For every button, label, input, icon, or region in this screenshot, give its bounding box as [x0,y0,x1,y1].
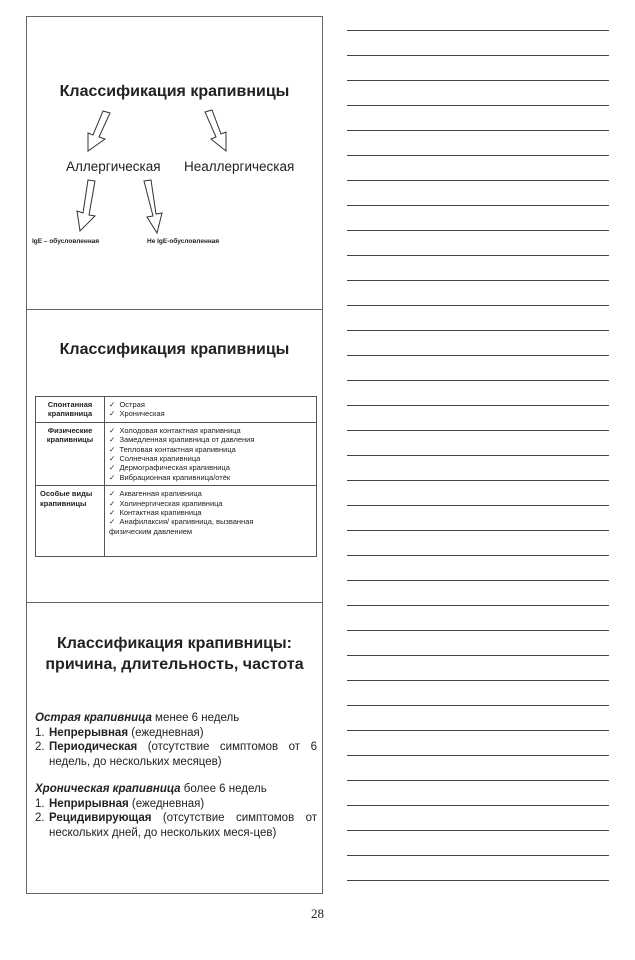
notes-lines [347,30,609,905]
arrow-down-left-icon [71,177,103,235]
list-item [35,797,317,812]
list-item-continuation: физическим давлением [109,526,193,536]
note-line [347,255,609,256]
slide-classification-tree [27,17,322,310]
acute-list [35,726,317,770]
note-line [347,805,609,806]
category-cell: Особые виды крапивницы [36,486,105,557]
item-term: Периодическая [49,741,138,753]
item-detail: (отсутствие симптомов от нескольких дней, до нескольких меся-цев) [49,812,317,839]
items-cell [105,397,317,423]
list-item: ✓ Хроническая [109,409,312,418]
note-line [347,30,609,31]
slide-classification-table [27,310,322,603]
item-text [49,740,317,769]
slide-duration-classification [27,603,322,893]
chronic-duration: более 6 недель [180,783,267,795]
items-cell [105,486,317,557]
note-line [347,780,609,781]
note-line [347,105,609,106]
page-number: 28 [311,906,324,921]
note-line [347,430,609,431]
list-item: ✓ Анафилаксия/ крапивница, вызванная [109,517,312,526]
note-line [347,355,609,356]
ige-label: IgE – обусловленная [32,238,100,245]
table-row [36,397,317,423]
list-item: ✓ Аквагенная крапивница [109,489,312,498]
item-detail: (ежедневная) [128,726,204,739]
note-line [347,130,609,131]
title-line: причина, длительность, частота [45,656,304,673]
title-line: Классификация крапивницы: [57,635,292,652]
note-line [347,505,609,506]
table-row [36,486,317,557]
note-line [347,305,609,306]
list-item: ✓ Холодовая контактная крапивница [109,426,312,435]
item-text [49,797,317,812]
list-item [35,740,317,769]
note-line [347,330,609,331]
item-detail: (ежедневная) [128,797,205,810]
note-line [347,580,609,581]
acute-heading-line [35,711,317,726]
list-item: ✓ Холинергическая крапивница [109,499,312,508]
acute-duration: менее 6 недель [151,712,240,724]
note-line [347,755,609,756]
classification-table [35,396,317,557]
item-term: Неприрывная [49,797,129,810]
slide-title [27,633,322,675]
note-line [347,55,609,56]
chronic-heading: Хроническая крапивница [35,783,181,795]
note-line [347,555,609,556]
list-item: ✓ Замедленная крапивница от давления [109,435,312,444]
category-cell: Физические крапивницы [36,422,105,485]
item-number: 1. [35,797,45,810]
items-cell [105,422,317,485]
note-line [347,830,609,831]
note-line [347,155,609,156]
note-line [347,230,609,231]
slide-title: Классификация крапивницы [59,341,290,358]
note-line [347,655,609,656]
note-line [347,530,609,531]
slide-body [35,711,317,840]
note-line [347,455,609,456]
note-line [347,180,609,181]
note-line [347,380,609,381]
note-line [347,605,609,606]
note-line [347,680,609,681]
non-ige-label: Не IgE-обусловленная [147,238,220,245]
list-item [35,811,317,840]
list-item: ✓ Острая [109,400,312,409]
arrow-down-left-icon [79,107,119,155]
item-text [49,726,317,741]
note-line [347,730,609,731]
allergic-label: Аллергическая [66,159,161,174]
table-row [36,422,317,485]
arrow-down-right-icon [137,177,169,235]
note-line [347,280,609,281]
chronic-heading-line [35,782,317,797]
arrow-down-right-icon [197,107,237,155]
note-line [347,480,609,481]
acute-heading: Острая крапивница [35,712,152,724]
list-item: ✓ Вибрационная крапивница/отёк [109,473,312,482]
list-item [35,726,317,741]
note-line [347,880,609,881]
note-line [347,705,609,706]
slide-title: Классификация крапивницы [59,83,290,100]
chronic-list [35,797,317,841]
item-term: Рецидивирующая [49,812,152,824]
nonallergic-label: Неаллергическая [184,159,295,174]
item-number: 2. [35,812,45,824]
note-line [347,630,609,631]
note-line [347,205,609,206]
note-line [347,405,609,406]
category-cell: Спонтанная крапивница [36,397,105,423]
list-item: ✓ Контактная крапивница [109,508,312,517]
note-line [347,80,609,81]
item-number: 2. [35,741,45,753]
note-line [347,855,609,856]
item-detail: (отсутствие симптомов от 6 недель, до нескольких месяцев) [49,741,317,768]
list-item: ✓ Дермографическая крапивница [109,463,312,472]
item-number: 1. [35,726,45,739]
list-item: ✓ Тепловая контактная крапивница [109,445,312,454]
slides-column [26,16,323,894]
item-text [49,811,317,840]
list-item: ✓ Солнечная крапивница [109,454,312,463]
item-term: Непрерывная [49,726,129,739]
